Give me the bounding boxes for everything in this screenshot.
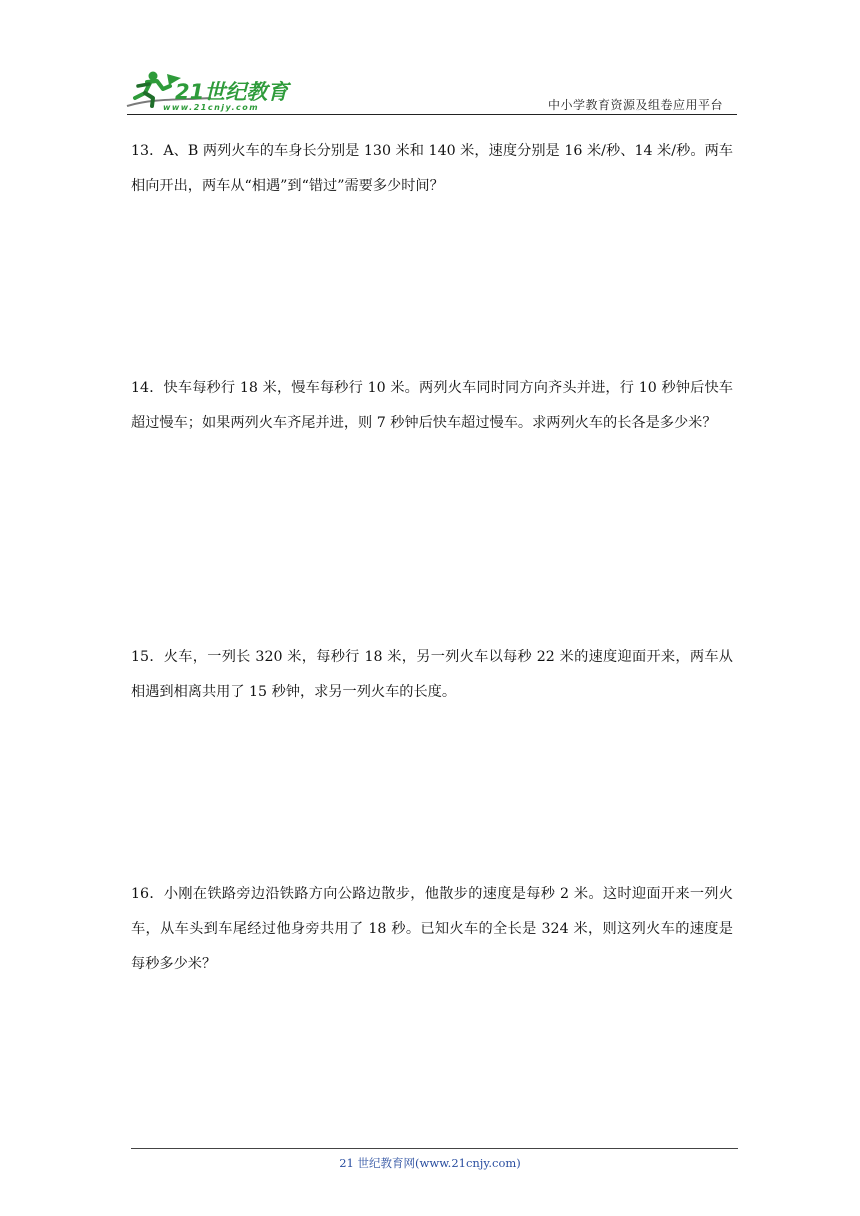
question-13: 13．A、B 两列火车的车身长分别是 130 米和 140 米，速度分别是 16 米/秒、14 米/秒。两车相向开出，两车从“相遇”到“错过”需要多少时间？ xyxy=(131,143,733,194)
site-logo xyxy=(123,68,298,112)
header-tagline: 中小学教育资源及组卷应用平台 xyxy=(547,98,723,112)
svg-text:www.21cnjy.com: www.21cnjy.com xyxy=(163,103,260,112)
footer-link[interactable]: 21 世纪教育网(www.21cnjy.com) xyxy=(339,1156,521,1170)
svg-text:21世纪教育: 21世纪教育 xyxy=(175,80,289,104)
header-divider xyxy=(127,114,737,115)
question-15: 15．火车，一列长 320 米，每秒行 18 米，另一列火车以每秒 22 米的速度迎面开来，两车从相遇到相离共用了 15 秒钟，求另一列火车的长度。 xyxy=(131,649,733,700)
running-figure-logo-icon xyxy=(123,68,298,112)
question-14: 14．快车每秒行 18 米，慢车每秒行 10 米。两列火车同时同方向齐头并进，行 10 秒钟后快车超过慢车；如果两列火车齐尾并进，则 7 秒钟后快车超过慢车。求两列火车的长各是多少米？ xyxy=(131,380,733,431)
page-header xyxy=(123,66,737,116)
question-16: 16．小刚在铁路旁边沿铁路方向公路边散步，他散步的速度是每秒 2 米。这时迎面开来一列火车，从车头到车尾经过他身旁共用了 18 秒。已知火车的全长是 324 米，则这列火车的速度是每秒多少米？ xyxy=(131,886,733,972)
footer-divider xyxy=(131,1148,738,1149)
